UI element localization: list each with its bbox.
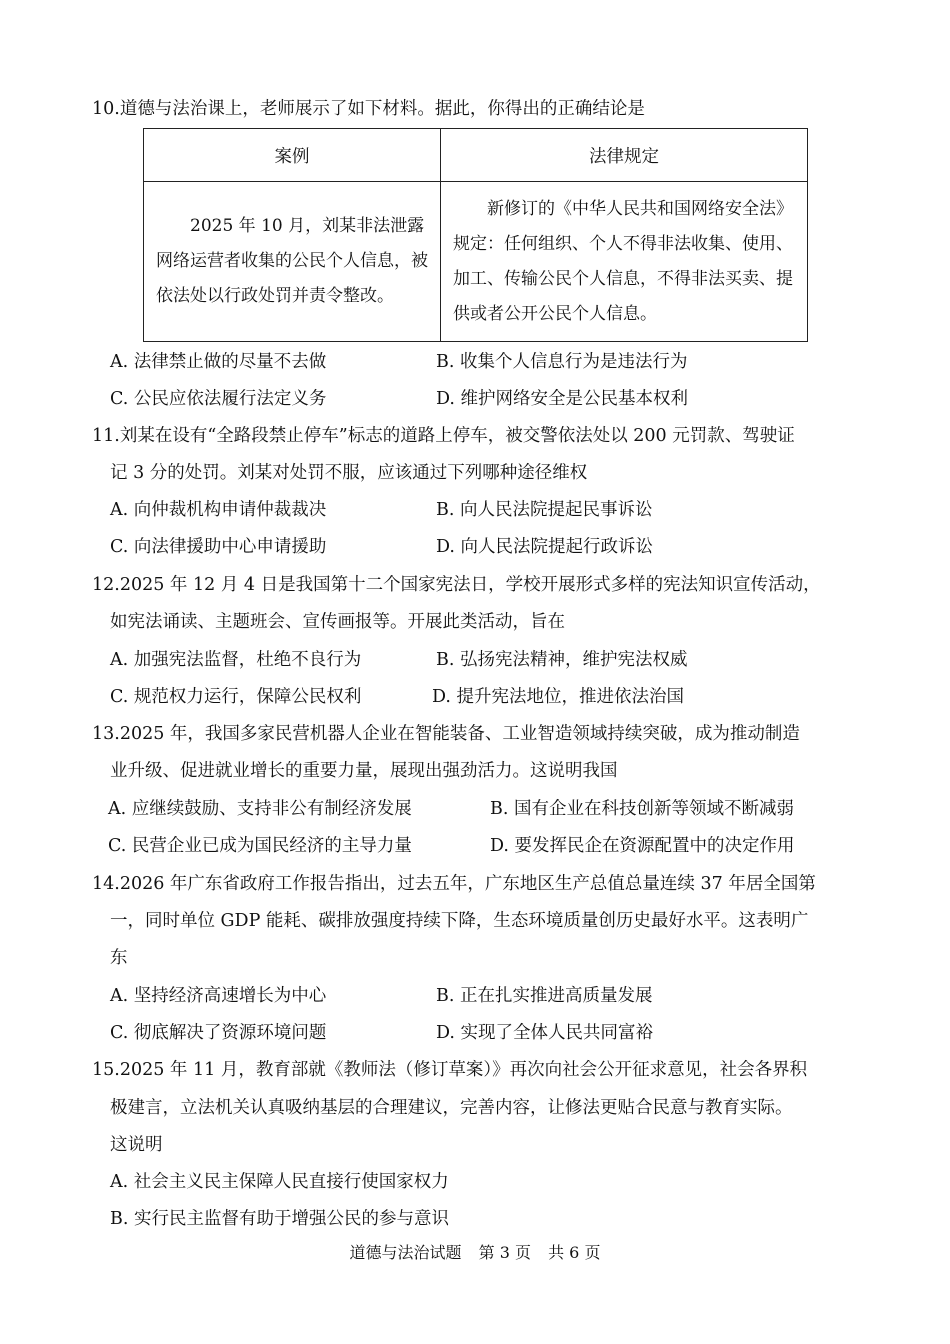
- q11-option-b: B. 向人民法院提起民事诉讼: [436, 500, 653, 520]
- q13-option-c: C. 民营企业已成为国民经济的主导力量: [108, 836, 412, 856]
- table-header-case: 案例: [144, 129, 441, 182]
- q14-stem-line2: 一，同时单位 GDP 能耗、碳排放强度持续下降，生态环境质量创历史最好水平。这表明广: [110, 911, 809, 931]
- q15-stem-line1: 15.2025 年 11 月，教育部就《教师法（修订草案）》再次向社会公开征求意见，社会各界积: [92, 1060, 808, 1080]
- q10-option-d: D. 维护网络安全是公民基本权利: [436, 389, 689, 409]
- q11-stem-line1: 11.刘某在设有“全路段禁止停车”标志的道路上停车，被交警依法处以 200 元罚款、驾驶证: [92, 426, 795, 446]
- q11-stem-line2: 记 3 分的处罚。刘某对处罚不服，应该通过下列哪种途径维权: [110, 463, 588, 483]
- q15-option-b: B. 实行民主监督有助于增强公民的参与意识: [110, 1209, 449, 1229]
- q14-option-a: A. 坚持经济高速增长为中心: [110, 986, 327, 1006]
- q10-option-c: C. 公民应依法履行法定义务: [110, 389, 327, 409]
- q11-option-d: D. 向人民法院提起行政诉讼: [436, 537, 654, 557]
- footer-total-pages: 共 6 页: [548, 1243, 601, 1262]
- table-cell-law: [441, 182, 808, 342]
- case-text: 2025 年 10 月，刘某非法泄露网络运营者收集的公民个人信息，被依法处以行政处罚并责令整改。: [156, 216, 428, 306]
- q13-stem-line1: 13.2025 年，我国多家民营机器人企业在智能装备、工业智造领域持续突破，成为推动制造: [92, 724, 800, 744]
- q10-option-a: A. 法律禁止做的尽量不去做: [110, 352, 327, 372]
- q15-option-a: A. 社会主义民主保障人民直接行使国家权力: [110, 1172, 449, 1192]
- q12-stem-line1: 12.2025 年 12 月 4 日是我国第十二个国家宪法日，学校开展形式多样的宪法知识宣传活动，: [92, 575, 821, 595]
- q14-stem-line1: 14.2026 年广东省政府工作报告指出，过去五年，广东地区生产总值总量连续 37 年居全国第: [92, 874, 816, 894]
- q12-option-d: D. 提升宪法地位，推进依法治国: [432, 687, 685, 707]
- q12-stem-line2: 如宪法诵读、主题班会、宣传画报等。开展此类活动，旨在: [110, 612, 565, 632]
- law-text: 新修订的《中华人民共和国网络安全法》规定：任何组织、个人不得非法收集、使用、加工、传输公民个人信息，不得非法买卖、提供或者公开公民个人信息。: [453, 198, 793, 324]
- q13-option-d: D. 要发挥民企在资源配置中的决定作用: [490, 836, 795, 856]
- footer-subject: 道德与法治试题: [349, 1243, 462, 1262]
- table-cell-case: [144, 182, 441, 342]
- q14-option-b: B. 正在扎实推进高质量发展: [436, 986, 653, 1006]
- q14-option-c: C. 彻底解决了资源环境问题: [110, 1023, 327, 1043]
- q10-stem: 10.道德与法治课上，老师展示了如下材料。据此，你得出的正确结论是: [92, 99, 645, 119]
- footer-page-number: 第 3 页: [478, 1243, 531, 1262]
- table-header-law: 法律规定: [441, 129, 808, 182]
- q13-stem-line2: 业升级、促进就业增长的重要力量，展现出强劲活力。这说明我国: [110, 761, 618, 781]
- q10-material-table: [143, 128, 808, 342]
- q12-option-c: C. 规范权力运行，保障公民权利: [110, 687, 362, 707]
- q10-option-b: B. 收集个人信息行为是违法行为: [436, 352, 688, 372]
- page-footer: [0, 1242, 950, 1264]
- q12-option-a: A. 加强宪法监督，杜绝不良行为: [110, 650, 362, 670]
- q15-stem-line3: 这说明: [110, 1135, 163, 1155]
- q13-option-b: B. 国有企业在科技创新等领域不断减弱: [490, 799, 794, 819]
- q13-option-a: A. 应继续鼓励、支持非公有制经济发展: [108, 799, 412, 819]
- q14-stem-line3: 东: [110, 948, 128, 968]
- q11-option-c: C. 向法律援助中心申请援助: [110, 537, 327, 557]
- q12-option-b: B. 弘扬宪法精神，维护宪法权威: [436, 650, 688, 670]
- q14-option-d: D. 实现了全体人民共同富裕: [436, 1023, 654, 1043]
- q15-stem-line2: 极建言，立法机关认真吸纳基层的合理建议，完善内容，让修法更贴合民意与教育实际。: [110, 1098, 793, 1118]
- q11-option-a: A. 向仲裁机构申请仲裁裁决: [110, 500, 327, 520]
